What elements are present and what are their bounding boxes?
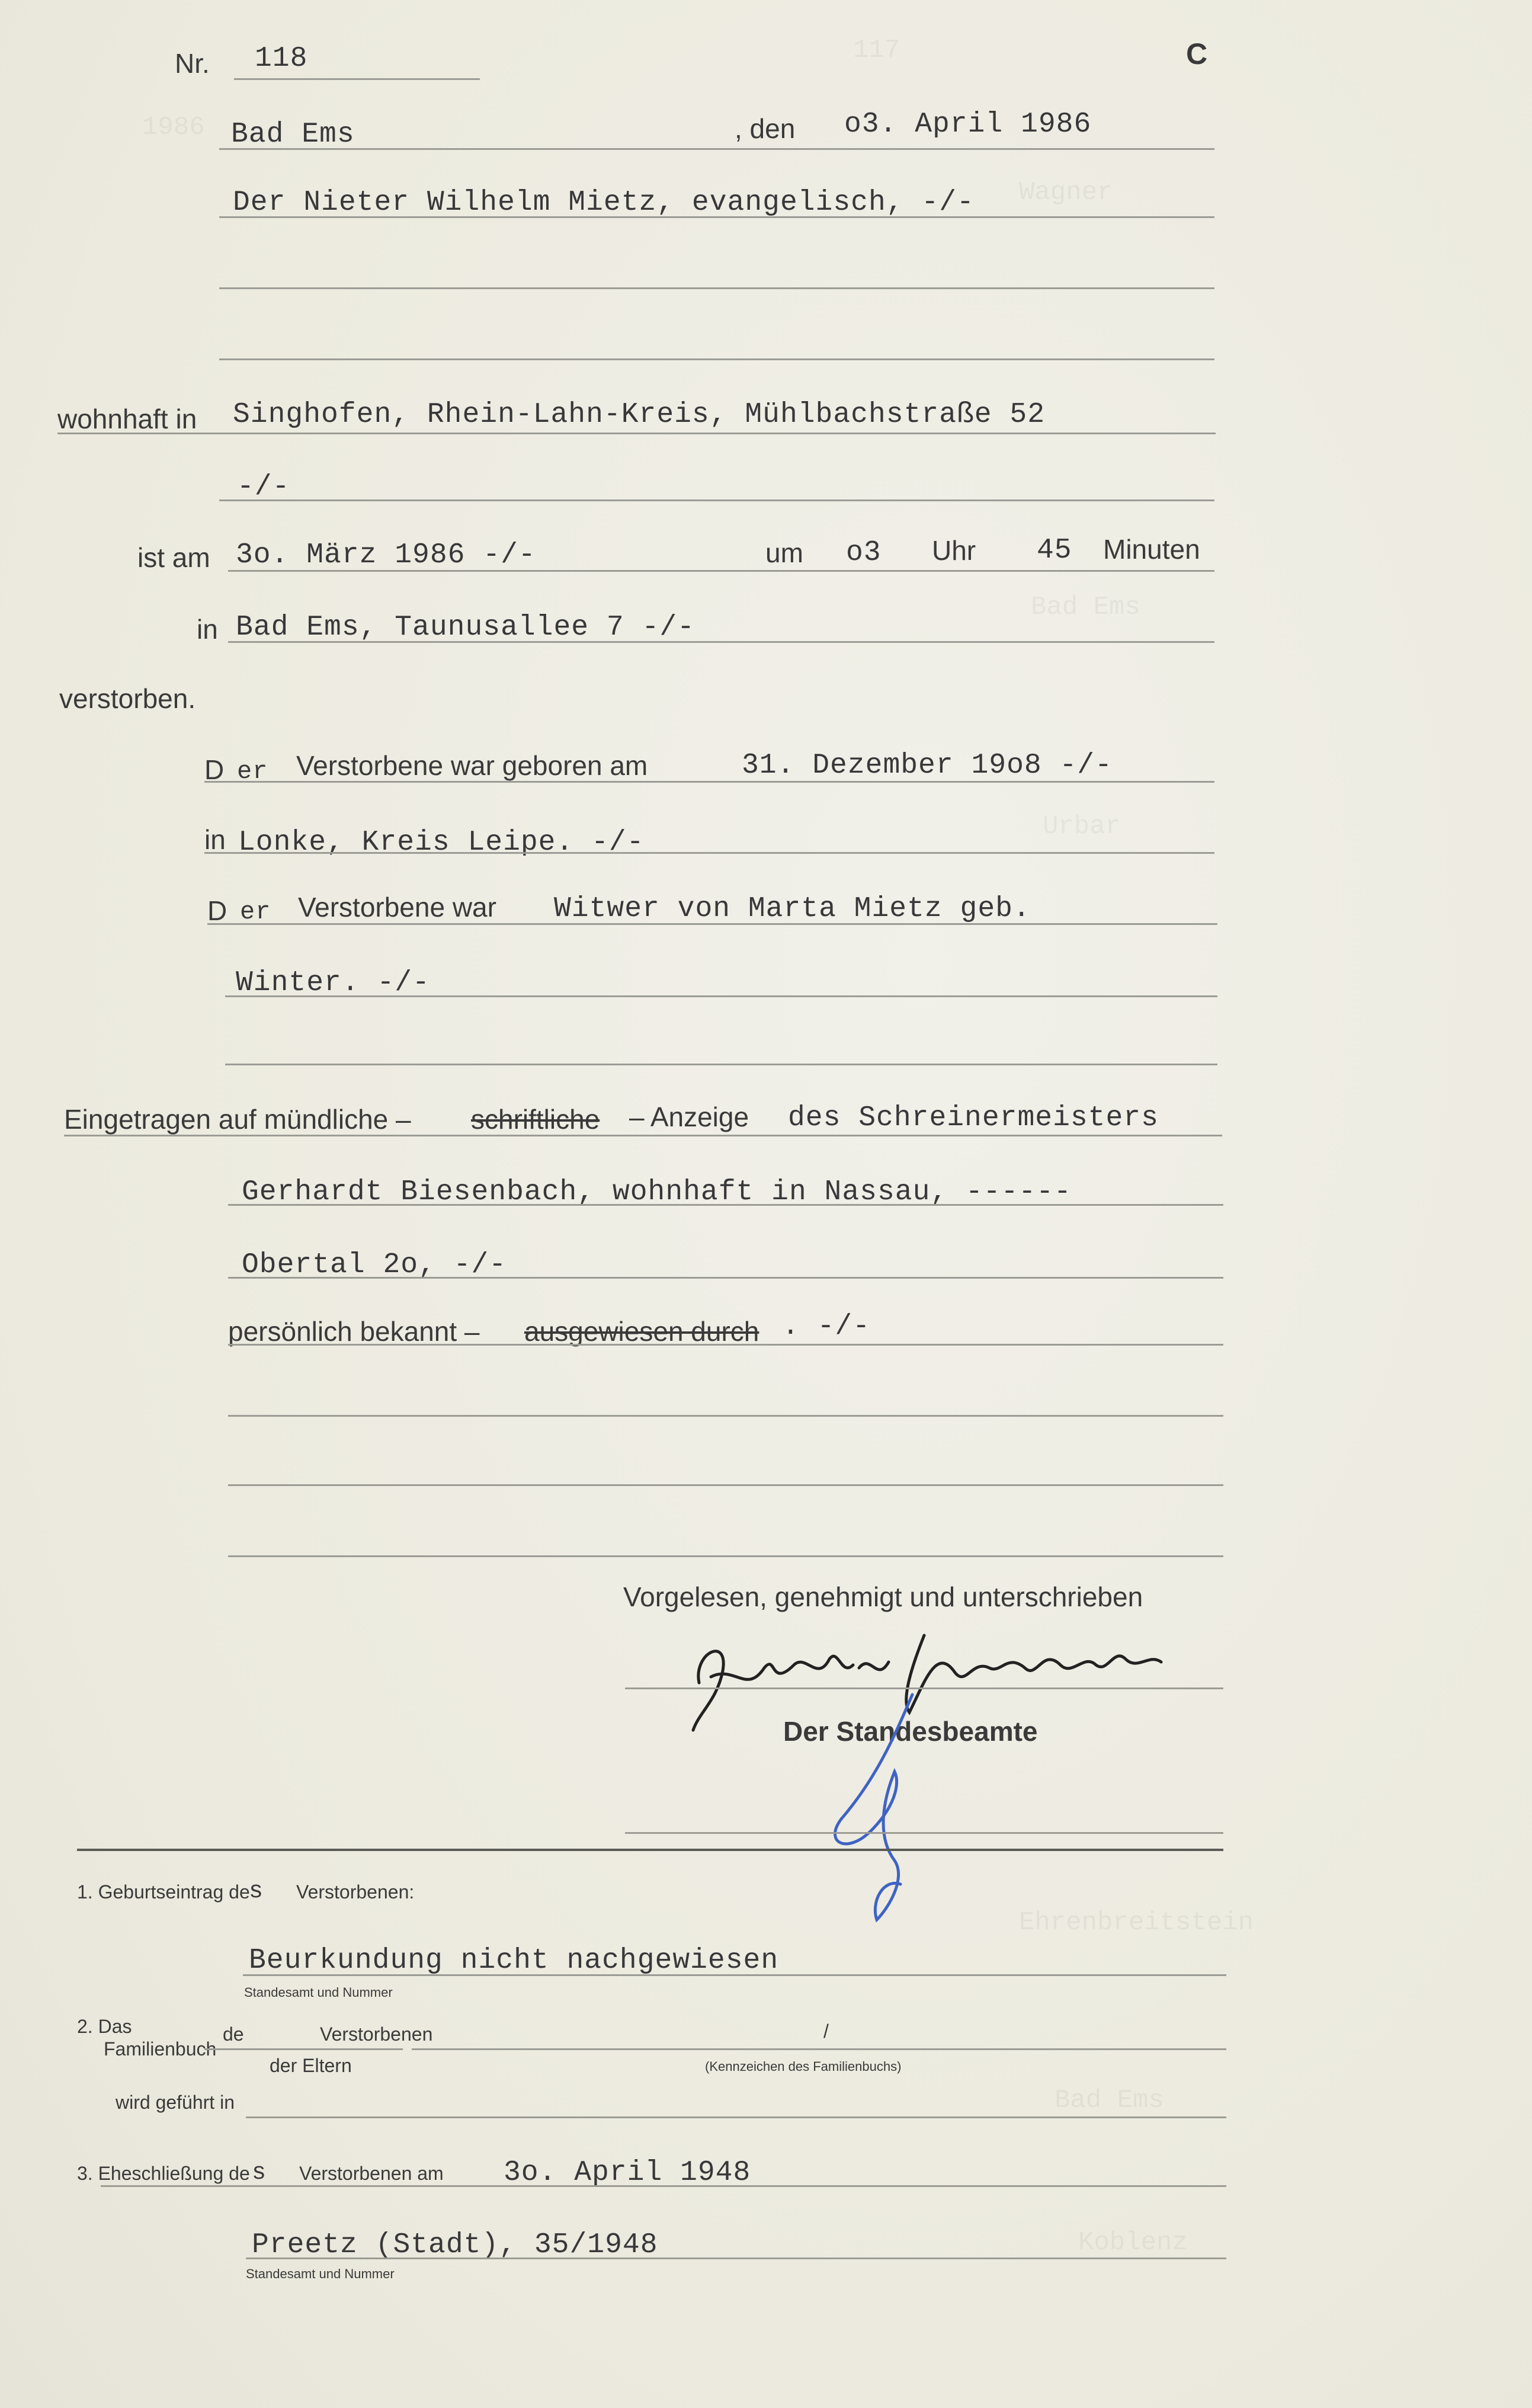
- item3-place-rule: [246, 2258, 1226, 2259]
- minuten-label: Minuten: [1103, 534, 1200, 565]
- date: o3. April 1986: [844, 108, 1092, 140]
- uhr-label: Uhr: [932, 535, 976, 566]
- status-er: er: [240, 898, 271, 926]
- nr-rule: [234, 78, 480, 80]
- standesamt-label-1: Standesamt und Nummer: [244, 1985, 393, 2000]
- birth-er: er: [237, 757, 268, 786]
- report-line-2: Gerhardt Biesenbach, wohnhaft in Nassau, ------: [242, 1176, 1072, 1208]
- item3-suffix: Verstorbenen am: [299, 2163, 444, 2184]
- wohnhaft-label: wohnhaft in: [57, 404, 197, 434]
- death-date: 3o. März 1986 -/-: [236, 539, 536, 571]
- item2-gefuehrt: wird geführt in: [116, 2092, 235, 2113]
- item2-kennzeichen: (Kennzeichen des Familienbuchs): [705, 2059, 902, 2074]
- item1-value: Beurkundung nicht nachgewiesen: [249, 1945, 779, 1977]
- death-in-label: in: [197, 614, 218, 645]
- report-rule-6: [228, 1484, 1223, 1486]
- status-value: Witwer von Marta Mietz geb.: [554, 893, 1031, 925]
- report-rule-7: [228, 1555, 1223, 1557]
- item3-rule: [101, 2185, 1226, 2187]
- footer-separator: [77, 1849, 1223, 1851]
- birth-place-rule: [204, 852, 1214, 854]
- item2-num: 2. Das: [77, 2016, 132, 2037]
- date-rule: [219, 148, 1214, 150]
- item1-label: 1. Geburtseintrag de: [77, 1881, 250, 1903]
- place: Bad Ems: [231, 119, 355, 150]
- status-d-label: D: [207, 895, 227, 926]
- item1-suffix: Verstorbenen:: [296, 1881, 415, 1903]
- bekannt-typed: . -/-: [782, 1311, 871, 1343]
- item1-typed: s: [249, 1878, 264, 1905]
- report-line-1: des Schreinermeisters: [788, 1102, 1159, 1134]
- item3-typed: s: [252, 2160, 267, 2186]
- birth-in-label: in: [204, 824, 226, 855]
- address-rule: [57, 433, 1216, 434]
- death-hour: o3: [846, 537, 882, 569]
- item2-verstorbenen-rule: [204, 2048, 403, 2050]
- official-label: Der Standesbeamte: [783, 1716, 1038, 1747]
- death-place-rule: [228, 641, 1214, 643]
- report-rule-5: [228, 1415, 1223, 1417]
- report-rule-3: [228, 1277, 1223, 1279]
- eingetragen-label: Eingetragen auf mündliche –: [64, 1104, 411, 1135]
- item2-eltern: der Eltern: [270, 2055, 352, 2076]
- official-signature: [806, 1683, 960, 1932]
- name-rule-3: [219, 358, 1214, 360]
- item3-label: 3. Eheschließung de: [77, 2163, 250, 2184]
- death-place: Bad Ems, Taunusallee 7 -/-: [236, 611, 695, 643]
- report-line-3: Obertal 2o, -/-: [242, 1249, 507, 1281]
- address: Singhofen, Rhein-Lahn-Kreis, Mühlbachstraße 52: [233, 399, 1046, 431]
- item2-de: de: [223, 2023, 244, 2045]
- item2-slash: /: [823, 2020, 829, 2042]
- birth-label: Verstorbene war geboren am: [296, 750, 648, 781]
- ausgewiesen-struck: ausgewiesen durch: [524, 1316, 759, 1347]
- official-rule: [625, 1832, 1223, 1834]
- report-rule-2: [228, 1204, 1223, 1206]
- status-value-cont: Winter. -/-: [236, 967, 430, 999]
- status-label: Verstorbene war: [298, 892, 496, 923]
- status-rule-2: [225, 995, 1217, 997]
- item2-verstorbenen: Verstorbenen: [320, 2023, 433, 2045]
- corner-letter: C: [1186, 37, 1208, 71]
- address-cont: -/-: [237, 471, 290, 503]
- birth-date: 31. Dezember 19o8 -/-: [742, 750, 1113, 782]
- address-rule-2: [219, 499, 1214, 501]
- status-rule: [207, 923, 1217, 925]
- item2-gefuehrt-rule: [246, 2116, 1226, 2118]
- death-date-rule: [228, 570, 1214, 572]
- deceased-name: Der Nieter Wilhelm Mietz, evangelisch, -/-: [233, 187, 975, 219]
- death-minutes: 45: [1037, 534, 1072, 566]
- anzeige-label: – Anzeige: [629, 1101, 749, 1132]
- name-rule-2: [219, 287, 1214, 289]
- schriftliche-struck: schriftliche: [471, 1104, 600, 1135]
- standesamt-label-2: Standesamt und Nummer: [246, 2266, 395, 2281]
- name-rule-1: [219, 216, 1214, 218]
- birth-d-label: D: [204, 754, 225, 785]
- den-label: , den: [735, 113, 796, 144]
- um-label: um: [765, 537, 803, 568]
- verstorben-label: verstorben.: [59, 683, 196, 714]
- item2-rule: [412, 2048, 1226, 2050]
- nr-label: Nr.: [175, 48, 210, 79]
- birth-place: Lonke, Kreis Leipe. -/-: [238, 827, 645, 859]
- item2-familienbuch: Familienbuch: [104, 2038, 217, 2060]
- report-rule-1: [64, 1135, 1222, 1136]
- nr-value: 118: [255, 43, 308, 75]
- birth-date-rule: [204, 781, 1214, 783]
- status-rule-3: [225, 1064, 1217, 1065]
- bekannt-label: persönlich bekannt –: [228, 1316, 480, 1347]
- item1-rule: [243, 1974, 1226, 1976]
- report-rule-4: [228, 1344, 1223, 1346]
- ist-am-label: ist am: [137, 542, 210, 573]
- closing-text: Vorgelesen, genehmigt und unterschrieben: [623, 1581, 1143, 1612]
- item3-date: 3o. April 1948: [504, 2157, 751, 2189]
- item3-place: Preetz (Stadt), 35/1948: [252, 2229, 658, 2261]
